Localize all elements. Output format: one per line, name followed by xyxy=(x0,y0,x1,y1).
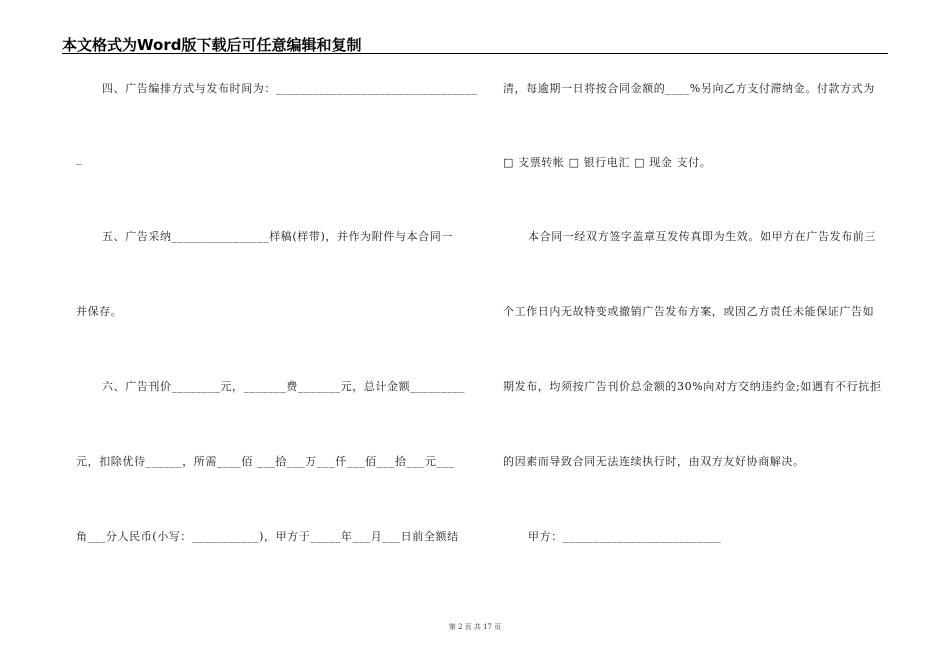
page-header-title: 本文格式为Word版下载后可任意编辑和复制 xyxy=(62,36,362,54)
contract-effect-text: 本合同一经双方签字盖章互发传真即为生效。如甲方在广告发布前三 xyxy=(528,230,876,243)
header-divider xyxy=(62,53,888,54)
clause-6-payment-date: 角___分人民币(小写：___________)，甲方于_____年___月___日前全额结 xyxy=(76,530,459,543)
force-majeure-text: 的因素而导致合同无法连续执行时，由双方友好协商解决。 xyxy=(503,455,805,468)
clause-4-continuation: _ xyxy=(76,152,83,165)
clause-5-continuation: 并保存。 xyxy=(76,305,123,318)
party-a-signature-line: 甲方：__________________________ xyxy=(528,530,722,543)
clause-6-discount-amount: 元，扣除优待______，所需____佰 ___拾___万___仟___佰___拾___元___ xyxy=(76,455,455,468)
clause-5-ad-sample: 五、广告采纳________________样稿(样带)，并作为附件与本合同一 xyxy=(102,230,453,243)
contract-change-text: 个工作日内无故特变或撤销广告发布方案，或因乙方责任未能保证广告如 xyxy=(503,305,875,318)
penalty-text: 期发布，均须按广告刊价总金额的30%向对方交纳违约金;如遇有不行抗拒 xyxy=(503,380,882,393)
late-fee-text: 清，每逾期一日将按合同金额的____%另向乙方支付滞纳金。付款方式为 xyxy=(503,82,875,95)
clause-4-ad-schedule: 四、广告编排方式与发布时间为：_________________________________ xyxy=(102,82,478,95)
page-number: 第 2 页 共 17 页 xyxy=(448,623,502,631)
clause-6-ad-price: 六、广告刊价________元，_______费_______元，总计金额_________ xyxy=(102,380,466,393)
payment-method-options: □ 支票转帐 □ 银行电汇 □ 现金 支付。 xyxy=(503,156,712,169)
